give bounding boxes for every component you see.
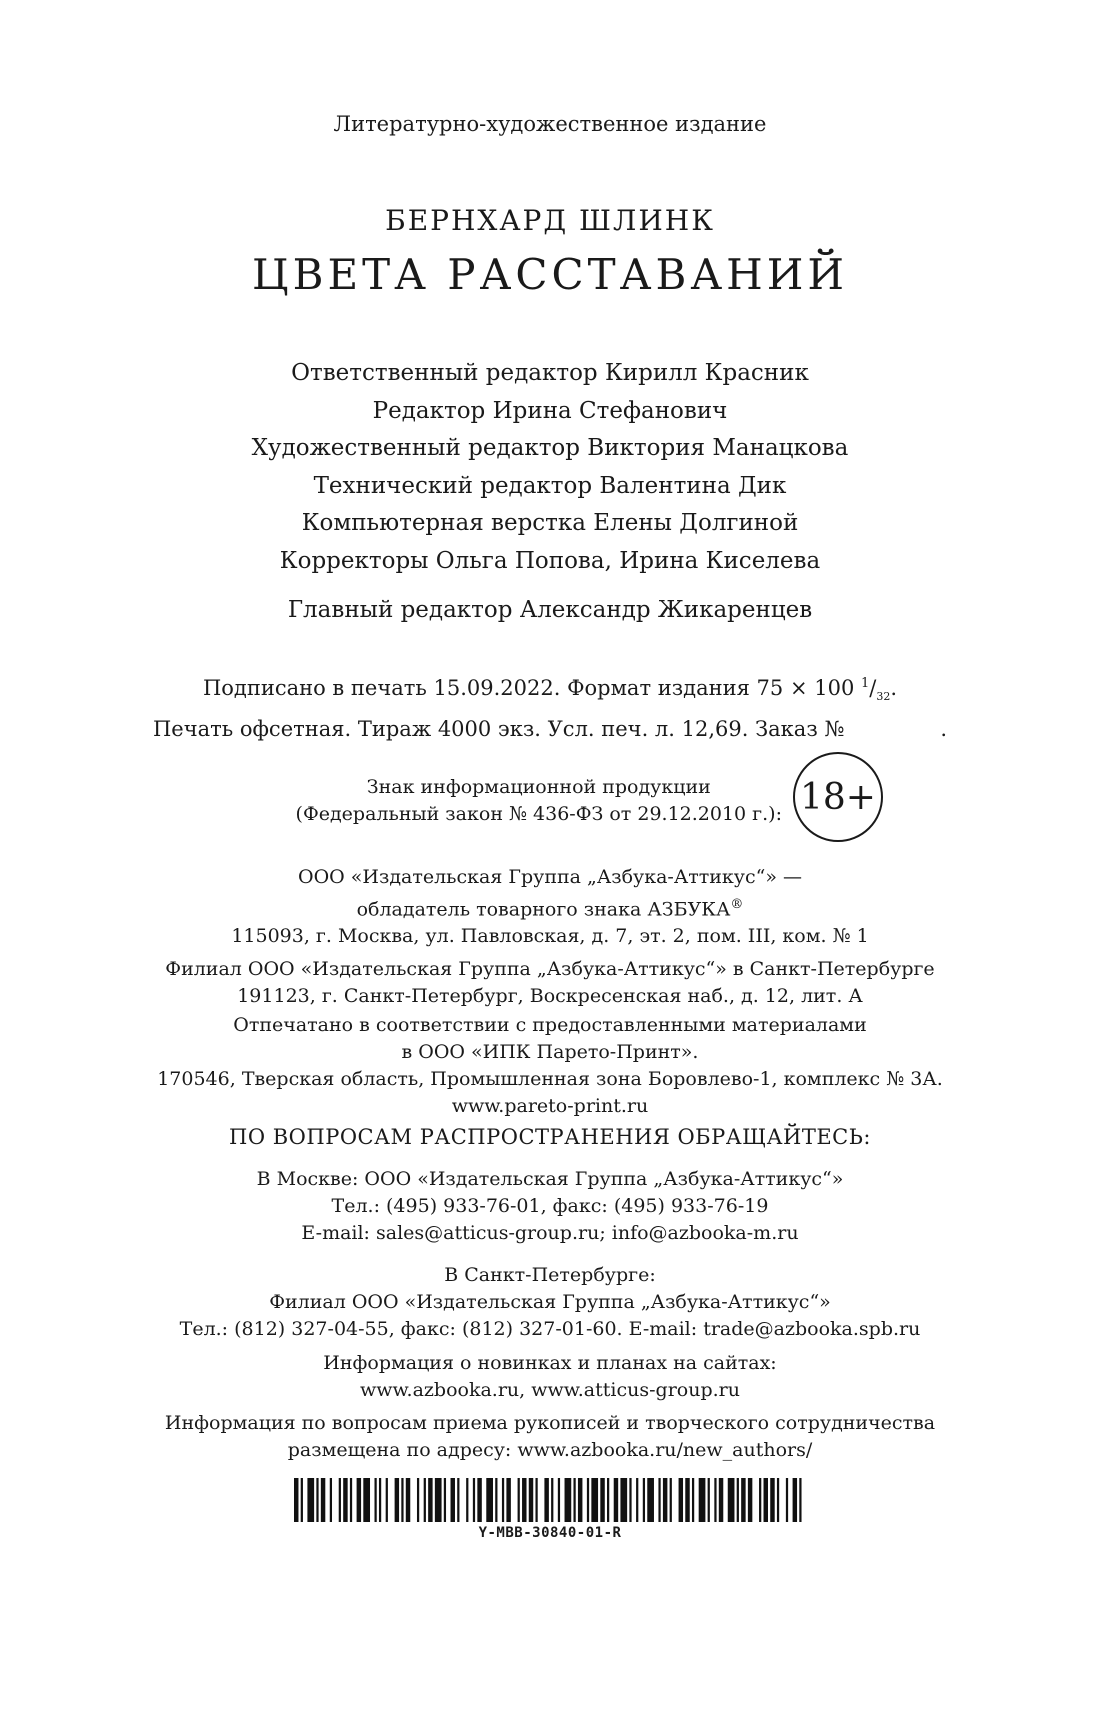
barcode-bar [573,1478,575,1522]
barcode-bar [502,1478,504,1522]
barcode-bar [607,1478,609,1522]
format-denominator: 32 [876,690,891,704]
staff-line: Корректоры Ольга Попова, Ирина Киселева [279,547,821,574]
barcode-bar [629,1478,631,1522]
barcode-bar [670,1478,672,1522]
barcode-bar [339,1478,341,1522]
barcode-bar [294,1478,298,1522]
barcode-bar [699,1478,706,1522]
barcode-bar [614,1478,618,1522]
barcode-bar [417,1478,419,1522]
moscow-contacts: В Москве: ООО «Издательская Группа „Азбука-Аттикус“» Тел.: (495) 933-76-01, факс: (495) 933-76-19 E-mail: sales@atticus-group.ru; info@azbooka-m.ru [256,1168,844,1244]
barcode-bar [321,1478,325,1522]
news-info: Информация о новинках и планах на сайтах: www.azbooka.ru, www.atticus-group.ru [323,1352,777,1401]
barcode-bar [529,1478,533,1522]
barcode-bar [379,1478,381,1522]
barcode-bar [522,1478,526,1522]
book-title: ЦВЕТА РАССТАВАНИЙ [251,250,849,299]
barcode-bar [728,1478,735,1522]
barcode-bar [647,1478,654,1522]
barcode-bar [307,1478,314,1522]
age-sign-text: Знак информационной продукции (Федеральный закон № 436-ФЗ от 29.12.2010 г.): [295,776,782,825]
barcode-bar [535,1478,537,1522]
barcode-bar [495,1478,497,1522]
barcode-bar [799,1478,801,1522]
barcode-bar [643,1478,645,1522]
barcode-bar [486,1478,493,1522]
barcode-bar [600,1478,604,1522]
chief-editor: Главный редактор Александр Жикаренцев [287,597,813,623]
staff-line: Компьютерная верстка Елены Долгиной [301,510,799,536]
barcode-bar [428,1478,432,1522]
barcode-bar [444,1478,446,1522]
barcode-bar [330,1478,332,1522]
barcode-bar [737,1478,739,1522]
print-info-line-1: Подписано в печать 15.09.2022. Формат издания 75 × 100 $^1/_{32}$. [202,676,898,704]
barcode-bar [395,1478,399,1522]
manuscripts-info: Информация по вопросам приема рукописей и творческого сотрудничества размещена по адресу: www.azbooka.ru/new_authors/ [164,1412,936,1461]
barcode-bar [636,1478,638,1522]
barcode-bar [714,1478,716,1522]
barcode-bar [551,1478,553,1522]
staff-line: Художественный редактор Виктория Манацкова [251,435,849,461]
barcode-bar [620,1478,627,1522]
staff-line: Ответственный редактор Кирилл Красник [291,360,809,386]
barcode-bar [764,1478,768,1522]
barcode-bar [663,1478,667,1522]
barcode-bar [316,1478,318,1522]
edition-type: Литературно-художественное издание [333,112,767,136]
staff-line: Редактор Ирина Стефанович [372,397,728,424]
printer-website: www.pareto-print.ru [451,1095,649,1117]
barcode-bar [692,1478,694,1522]
barcode-bar [477,1478,481,1522]
barcode-bar [401,1478,403,1522]
barcode-bar [343,1478,347,1522]
barcode-bar [406,1478,410,1522]
barcode-bar [658,1478,660,1522]
barcode-bar [363,1478,370,1522]
barcode-bar [777,1478,779,1522]
print-info [0,668,1100,745]
staff-list [0,355,1100,580]
barcode-bar [451,1478,455,1522]
barcode-bar [435,1478,442,1522]
distribution-heading: ПО ВОПРОСАМ РАСПРОСТРАНЕНИЯ ОБРАЩАЙТЕСЬ: [229,1125,871,1149]
barcode-bar [374,1478,376,1522]
barcode-bar [748,1478,752,1522]
barcode-bar [786,1478,788,1522]
staff-line: Технический редактор Валентина Дик [313,472,787,499]
barcode-bar [587,1478,589,1522]
barcode-bar [518,1478,520,1522]
format-numerator: 1 [861,676,870,691]
barcode-bar [719,1478,723,1522]
barcode-bar [708,1478,710,1522]
barcode-bar [506,1478,510,1522]
barcode-icon [294,1478,806,1522]
age-rating-badge: 18+ [793,752,883,842]
barcode-bar [457,1478,459,1522]
barcode-code: Y-MBB-30840-01-R [478,1525,622,1541]
author-name: БЕРНХАРД ШЛИНК [385,204,715,237]
spb-contacts: В Санкт-Петербурге: Филиал ООО «Издательская Группа „Азбука-Аттикус“» Тел.: (812) 327-04-55, факс: (812) 327-01-60. E-mail: trade@azbooka.spb.ru [179,1264,921,1340]
barcode-bar [544,1478,548,1522]
barcode-bar [357,1478,361,1522]
printer-info: Отпечатано в соответствии с предоставленными материалами в ООО «ИПК Парето-Принт». 170546, Тверская область, Промышленная зона Боровлево-1, комплекс № 3А. www.pareto-print.ru [0,1012,1100,1120]
registered-trademark-icon: ® [730,897,744,912]
barcode-bar [424,1478,426,1522]
publisher-info: ООО «Издательская Группа „Азбука-Аттикус“» — обладатель товарного знака АЗБУКА® 115093, г. Москва, ул. Павловская, д. 7, эт. 2, пом. III, ком. № 1 Филиал ООО «Издательская Группа „Азбука-Аттикус“» в Санкт-Петербурге 191123, г. Санкт-Петербург, Воскресенская наб., д. 12, лит. А [165,866,935,1008]
barcode-bar [685,1478,689,1522]
barcode-bar [759,1478,761,1522]
barcode-bar [741,1478,745,1522]
barcode-bar [386,1478,388,1522]
barcode-bar [350,1478,352,1522]
barcode-bar [466,1478,468,1522]
print-info-line-2: Печать офсетная. Тираж 4000 экз. Усл. печ. л. 12,69. Заказ № . [152,717,948,742]
barcode-bar [558,1478,560,1522]
barcode-bar [591,1478,598,1522]
barcode-bar [679,1478,683,1522]
barcode-bar [578,1478,582,1522]
barcode-bar [770,1478,774,1522]
barcode-bar [565,1478,572,1522]
barcode-bar [473,1478,475,1522]
barcode-bar [793,1478,797,1522]
barcode-bar [301,1478,303,1522]
